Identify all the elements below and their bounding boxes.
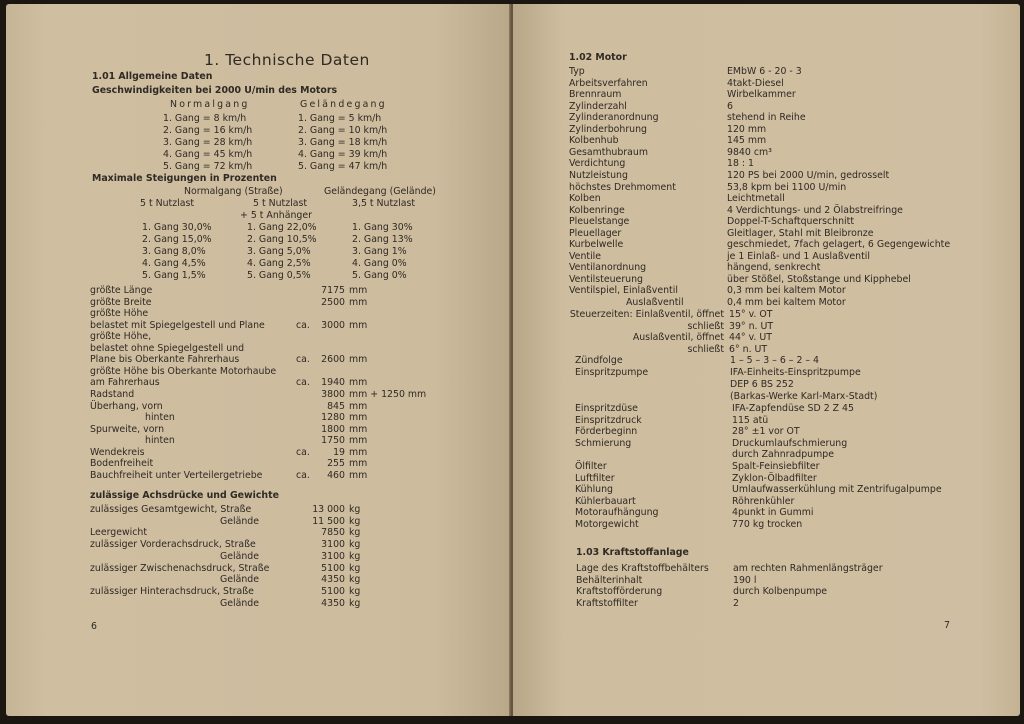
motor-value: Umlaufwasserkühlung mit Zentrifugalpumpe [732, 484, 942, 496]
fuel-value: am rechten Rahmenlängsträger [733, 563, 883, 574]
timing-value: 39° n. UT [729, 320, 774, 332]
axle-unit: kg [349, 539, 361, 551]
normalgang-label: Normalgang [170, 99, 250, 110]
motor-value: über Stößel, Stoßstange und Kipphebel [727, 273, 911, 285]
dimension-label: Bodenfreiheit [90, 458, 154, 470]
climb-gelaende-3: 3. Gang 1% [352, 246, 407, 257]
climb-heading: Maximale Steigungen in Prozenten [92, 173, 277, 184]
motor-value: 4punkt in Gummi [732, 507, 814, 519]
climb-sub-1: 5 t Nutzlast [140, 198, 195, 209]
dimension-value: 1800 [321, 423, 345, 435]
fuel-value: durch Kolbenpumpe [733, 586, 828, 597]
motor-label: Luftfilter [575, 472, 615, 484]
motor-value: 0,4 mm bei kaltem Motor [727, 297, 846, 308]
dimension-unit: mm [349, 377, 368, 389]
speed-normal-3: 3. Gang = 28 km/h [163, 137, 253, 148]
motor-label: Einspritzdüse [575, 403, 638, 414]
dimension-unit: mm + 1250 mm [349, 388, 427, 400]
motor-value: hängend, senkrecht [727, 262, 821, 274]
climb-gelaende-4: 4. Gang 0% [352, 258, 407, 269]
motor-value: stehend in Reihe [727, 112, 806, 124]
dimension-ca: ca. [296, 446, 310, 458]
dimension-label: Bauchfreiheit unter Verteilergetriebe [90, 469, 263, 481]
axle-value: 5100 [321, 562, 345, 574]
einspritzpumpe-value-1: IFA-Einheits-Einspritzpumpe [730, 367, 861, 378]
dimension-unit: mm [349, 446, 368, 458]
climb-normal-3: 3. Gang 8,0% [142, 246, 206, 257]
timing-label: Steuerzeiten: Einlaßventil, öffnet [569, 309, 724, 320]
dimension-label: Radstand [90, 388, 135, 400]
dimension-label: größte Breite [90, 296, 152, 308]
axle-label: Gelände [219, 515, 259, 527]
motor-value: Zyklon-Ölbadfilter [732, 472, 817, 484]
motor-label: Zylinderzahl [569, 100, 627, 112]
einspritzpumpe-label: Einspritzpumpe [575, 367, 649, 378]
climb-anhaenger-4: 4. Gang 2,5% [247, 258, 311, 269]
speed-gelaende-4: 4. Gang = 39 km/h [298, 149, 388, 160]
climb-normal-1: 1. Gang 30,0% [142, 222, 212, 233]
timing-value: 6° n. UT [729, 343, 768, 355]
einspritzpumpe-value-3: (Barkas-Werke Karl-Marx-Stadt) [730, 391, 878, 402]
axle-value: 7850 [321, 527, 345, 539]
motor-label: Kurbelwelle [569, 239, 624, 251]
climb-gelaende-5: 5. Gang 0% [352, 270, 407, 281]
axle-label: Leergewicht [90, 527, 148, 539]
motor-label: Pleuelstange [569, 216, 630, 228]
motor-label: Motorgewicht [575, 519, 639, 530]
axle-unit: kg [349, 574, 361, 586]
motor-value: 0,3 mm bei kaltem Motor [727, 285, 846, 297]
motor-label: Verdichtung [569, 158, 626, 170]
dimension-value: 1750 [321, 435, 345, 447]
motor-value: 28° ±1 vor OT [732, 426, 800, 438]
axle-unit: kg [349, 515, 361, 527]
axle-label: zulässiger Zwischenachsdruck, Straße [90, 562, 270, 574]
axle-value: 3100 [321, 539, 345, 551]
axle-label: zulässiger Hinterachsdruck, Straße [90, 585, 254, 597]
dimension-unit: mm [349, 412, 368, 424]
page-number-right: 7 [944, 620, 950, 631]
motor-label: Schmierung [575, 437, 632, 449]
motor-value: Spalt-Feinsiebfilter [732, 461, 820, 472]
dimension-label: Überhang, vorn [90, 400, 163, 412]
dimension-unit: mm [349, 469, 368, 481]
dimension-unit: mm [349, 400, 368, 412]
climb-normal-5: 5. Gang 1,5% [142, 270, 206, 281]
dimension-unit: mm [349, 435, 368, 447]
dimension-label: größte Länge [90, 285, 153, 296]
axle-value: 3100 [321, 550, 345, 562]
motor-label: Motoraufhängung [575, 507, 659, 519]
dimension-ca: ca. [296, 469, 310, 481]
motor-label: Auslaßventil [626, 297, 684, 308]
speed-gelaende-2: 2. Gang = 10 km/h [298, 125, 388, 136]
axle-value: 4350 [321, 574, 345, 586]
motor-label: Gesamthubraum [569, 146, 648, 158]
motor-value: durch Zahnradpumpe [732, 449, 834, 461]
motor-label: Kolbenringe [569, 204, 625, 216]
motor-label: Brennraum [569, 89, 622, 101]
motor-label: Förderbeginn [575, 426, 638, 438]
zuendfolge-label: Zündfolge [575, 355, 623, 366]
axle-heading: zulässige Achsdrücke und Gewichte [90, 490, 279, 501]
dimension-value: 460 [327, 469, 345, 481]
climb-gelaende-1: 1. Gang 30% [352, 222, 413, 233]
dimension-value: 1940 [321, 377, 345, 389]
dimension-label: größte Höhe [90, 308, 149, 320]
timing-value: 15° v. OT [729, 309, 773, 320]
motor-value: je 1 Einlaß- und 1 Auslaßventil [727, 250, 870, 262]
dimension-label: belastet ohne Spiegelgestell und [90, 342, 245, 354]
motor-value: EMbW 6 - 20 - 3 [727, 66, 802, 77]
climb-anhaenger-1: 1. Gang 22,0% [247, 222, 317, 233]
speed-normal-4: 4. Gang = 45 km/h [163, 149, 253, 160]
timing-value: 44° v. UT [729, 332, 772, 343]
motor-value: 4 Verdichtungs- und 2 Ölabstreifringe [727, 204, 903, 216]
fuel-label: Behälterinhalt [576, 574, 643, 586]
climb-anhaenger-2: 2. Gang 10,5% [247, 234, 317, 245]
dimension-value: 1280 [321, 412, 345, 424]
climb-normal-2: 2. Gang 15,0% [142, 234, 212, 245]
motor-value: 9840 cm³ [727, 146, 772, 158]
motor-label: Ventilspiel, Einlaßventil [569, 285, 678, 297]
axle-label: Gelände [219, 550, 259, 562]
axle-unit: kg [349, 597, 361, 609]
section-heading-1-01: 1.01 Allgemeine Daten [92, 71, 213, 82]
speed-heading: Geschwindigkeiten bei 2000 U/min des Motors [92, 85, 338, 96]
dimension-unit: mm [349, 423, 368, 435]
dimension-unit: mm [349, 458, 368, 470]
zuendfolge-value: 1 – 5 – 3 – 6 – 2 – 4 [730, 355, 820, 366]
fuel-label: Kraftstofförderung [576, 586, 663, 597]
motor-label: Pleuellager [569, 227, 622, 239]
motor-label: Kühlung [575, 484, 614, 496]
motor-value: geschmiedet, 7fach gelagert, 6 Gegengewichte [727, 239, 951, 251]
climb-sub-2b: + 5 t Anhänger [240, 210, 312, 221]
motor-value: 115 atü [732, 414, 769, 426]
dimension-ca: ca. [296, 319, 310, 331]
axle-value: 4350 [321, 597, 345, 609]
section-heading-1-03: 1.03 Kraftstoffanlage [576, 547, 689, 558]
climb-sub-3: 3,5 t Nutzlast [352, 198, 416, 209]
axle-unit: kg [349, 585, 361, 597]
dimension-label: Spurweite, vorn [90, 423, 165, 435]
speed-normal-1: 1. Gang = 8 km/h [163, 113, 247, 124]
climb-anhaenger-5: 5. Gang 0,5% [247, 270, 311, 281]
motor-label: Einspritzdruck [575, 414, 642, 426]
motor-value: 18 : 1 [727, 158, 755, 170]
motor-value: Röhrenkühler [732, 495, 795, 507]
motor-label: Kolben [569, 193, 601, 205]
dimension-value: 3000 [321, 319, 345, 331]
motor-label: Ölfilter [575, 461, 607, 472]
speed-normal-2: 2. Gang = 16 km/h [163, 125, 253, 136]
dimension-unit: mm [349, 354, 368, 366]
motor-value: 4takt-Diesel [727, 77, 784, 89]
motor-label: Typ [569, 66, 585, 77]
dimension-value: 7175 [321, 285, 345, 296]
climb-col-gelaende: Geländegang (Gelände) [324, 186, 436, 197]
motor-label: Nutzleistung [569, 169, 628, 181]
motor-value: Leichtmetall [727, 193, 785, 205]
motor-value: Wirbelkammer [727, 89, 796, 101]
dimension-unit: mm [349, 296, 368, 308]
dimension-ca: ca. [296, 377, 310, 389]
speed-normal-5: 5. Gang = 72 km/h [163, 161, 253, 172]
axle-unit: kg [349, 504, 361, 515]
page-number-left: 6 [91, 621, 97, 632]
motor-label: Zylinderanordnung [569, 112, 659, 124]
motor-label: Arbeitsverfahren [569, 77, 648, 89]
page-title: 1. Technische Daten [204, 51, 370, 69]
axle-value: 5100 [321, 585, 345, 597]
climb-anhaenger-3: 3. Gang 5,0% [247, 246, 311, 257]
motor-value: 120 mm [727, 123, 767, 135]
axle-unit: kg [349, 562, 361, 574]
motor-value: Druckumlaufschmierung [732, 437, 848, 449]
dimension-label: hinten [145, 435, 175, 447]
dimension-unit: mm [349, 319, 368, 331]
climb-normal-4: 4. Gang 4,5% [142, 258, 206, 269]
dimension-label: belastet mit Spiegelgestell und Plane [90, 319, 265, 331]
dimension-ca: ca. [296, 354, 310, 366]
fuel-label: Lage des Kraftstoffbehälters [576, 563, 709, 574]
dimension-unit: mm [349, 285, 368, 296]
dimension-label: am Fahrerhaus [90, 377, 160, 389]
axle-label: zulässiger Vorderachsdruck, Straße [90, 539, 256, 551]
dimension-value: 3800 [321, 388, 345, 400]
fuel-value: 190 l [733, 574, 757, 586]
speed-gelaende-5: 5. Gang = 47 km/h [298, 161, 388, 172]
motor-value: 6 [727, 100, 733, 112]
dimension-label: Plane bis Oberkante Fahrerhaus [90, 354, 240, 366]
fuel-value: 2 [733, 597, 739, 609]
axle-unit: kg [349, 550, 361, 562]
fuel-label: Kraftstoffilter [576, 597, 638, 609]
climb-sub-2: 5 t Nutzlast [253, 198, 308, 209]
motor-value: 53,8 kpm bei 1100 U/min [727, 181, 847, 193]
dimension-value: 2500 [321, 296, 345, 308]
motor-label: Kolbenhub [569, 135, 619, 147]
motor-label: Ventilsteuerung [569, 273, 644, 285]
motor-value: Doppel-T-Schaftquerschnitt [727, 216, 854, 228]
axle-value: 11 500 [312, 515, 345, 527]
timing-label: schließt [687, 320, 724, 332]
dimension-label: größte Höhe, [90, 331, 152, 343]
motor-label: Zylinderbohrung [569, 123, 648, 135]
motor-value: Gleitlager, Stahl mit Bleibronze [727, 227, 874, 239]
dimension-value: 255 [327, 458, 345, 470]
left-page [6, 4, 511, 716]
climb-col-normal: Normalgang (Straße) [184, 186, 283, 197]
dimension-value: 2600 [321, 354, 345, 366]
motor-value: IFA-Zapfendüse SD 2 Z 45 [732, 403, 854, 414]
motor-value: 770 kg trocken [732, 519, 803, 530]
speed-gelaende-1: 1. Gang = 5 km/h [298, 113, 382, 124]
axle-label: Gelände [219, 574, 259, 586]
axle-label: Gelände [219, 597, 259, 609]
axle-unit: kg [349, 527, 361, 539]
motor-value: 145 mm [727, 135, 767, 147]
axle-value: 13 000 [312, 504, 345, 515]
axle-label: zulässiges Gesamtgewicht, Straße [90, 504, 252, 515]
timing-label: schließt [687, 343, 724, 355]
speed-gelaende-3: 3. Gang = 18 km/h [298, 137, 388, 148]
timing-label: Auslaßventil, öffnet [632, 332, 724, 343]
dimension-label: größte Höhe bis Oberkante Motorhaube [90, 365, 277, 377]
motor-label: höchstes Drehmoment [569, 181, 676, 193]
motor-value: 120 PS bei 2000 U/min, gedrosselt [727, 169, 890, 181]
dimension-value: 845 [327, 400, 345, 412]
dimension-value: 19 [333, 446, 345, 458]
einspritzpumpe-value-2: DEP 6 BS 252 [730, 379, 794, 390]
motor-label: Kühlerbauart [575, 495, 636, 507]
gelaendegang-label: Geländegang [300, 99, 387, 110]
dimension-label: hinten [145, 412, 175, 424]
section-heading-1-02: 1.02 Motor [569, 52, 627, 63]
motor-label: Ventile [569, 250, 602, 262]
dimension-label: Wendekreis [90, 446, 145, 458]
climb-gelaende-2: 2. Gang 13% [352, 234, 413, 245]
motor-label: Ventilanordnung [569, 262, 647, 274]
